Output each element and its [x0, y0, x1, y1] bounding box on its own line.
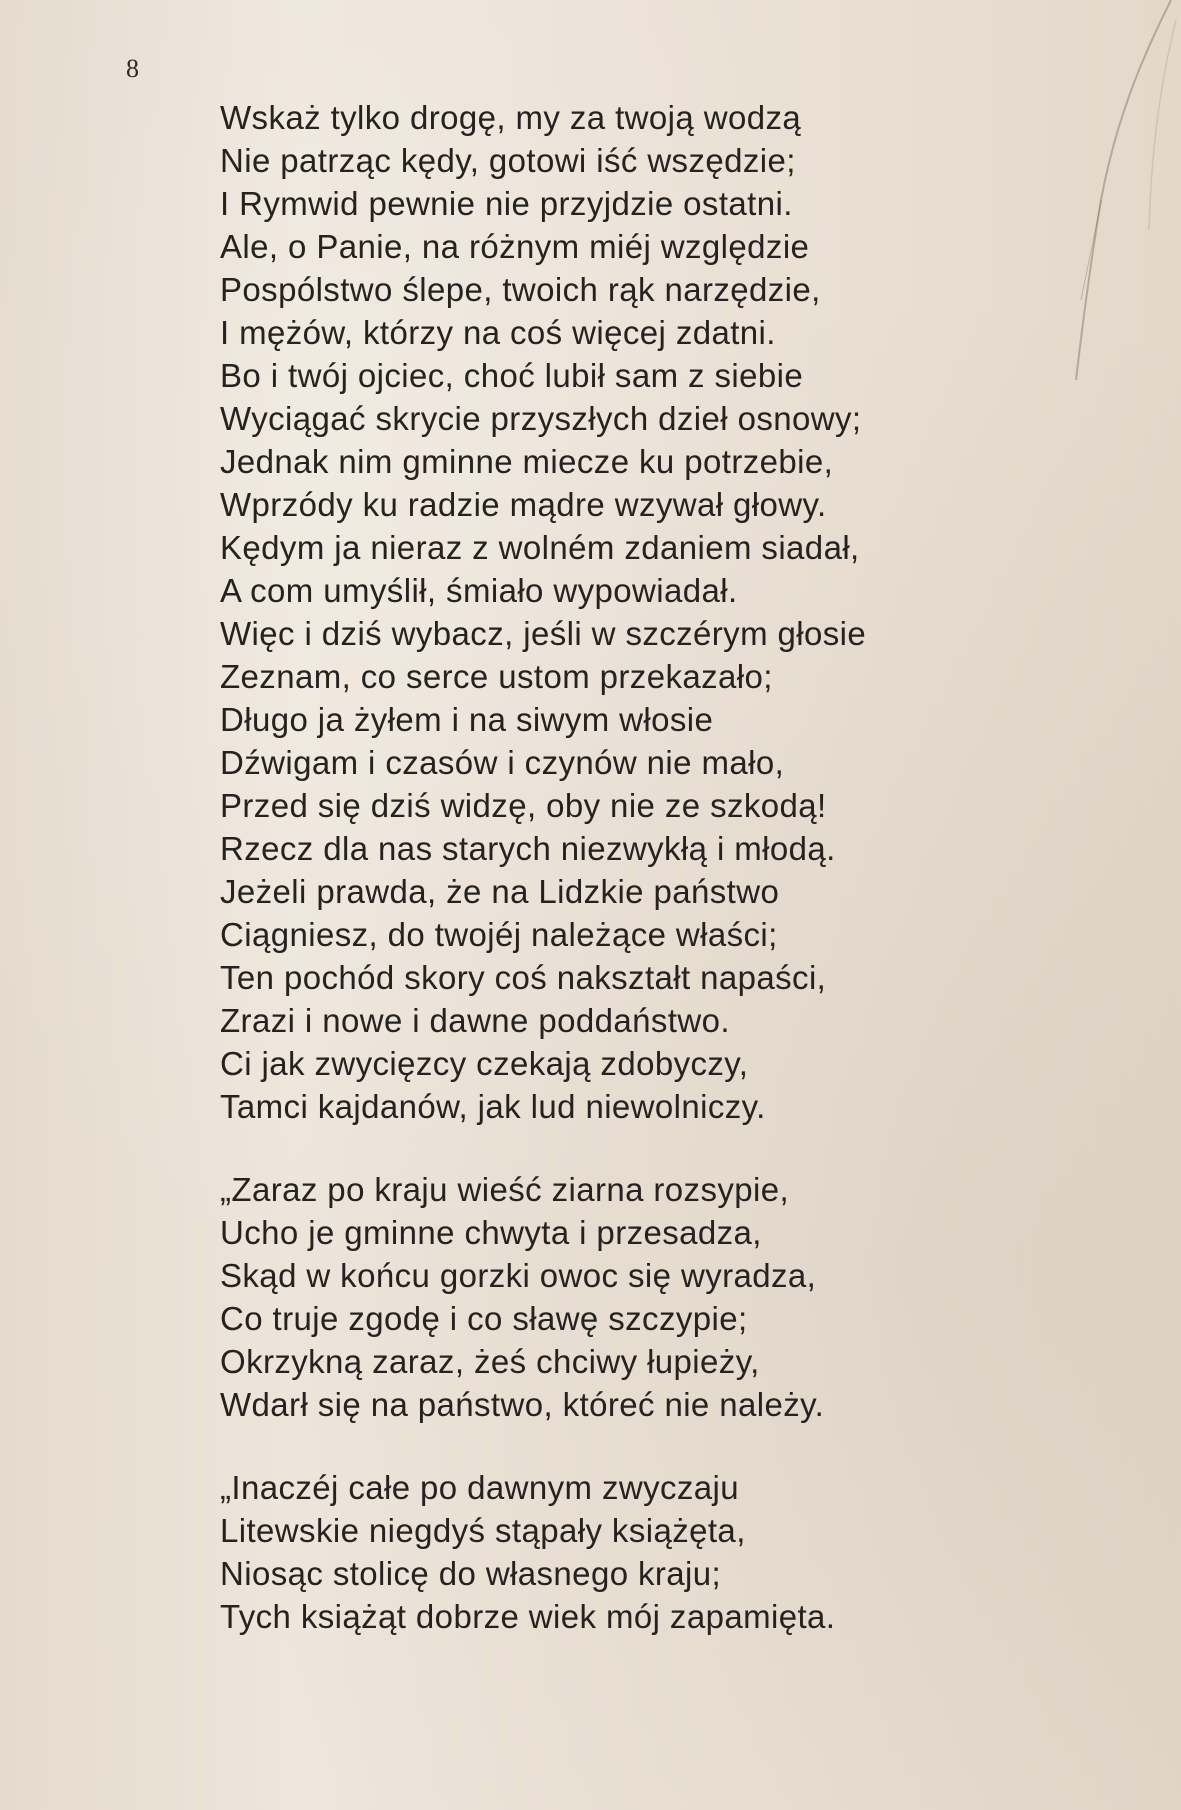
poem-line: Ucho je gminne chwyta i przesadza, — [220, 1214, 762, 1251]
poem-line: „Zaraz po kraju wieść ziarna rozsypie, — [220, 1171, 790, 1208]
poem-line: Wdarł się na państwo, któreć nie należy. — [220, 1386, 825, 1423]
poem-line: Zrazi i nowe i dawne poddaństwo. — [220, 1002, 730, 1039]
poem-line: Wyciągać skrycie przyszłych dzieł osnowy; — [220, 400, 862, 437]
poem-stanza — [220, 96, 1080, 1128]
poem-line: A com umyślił, śmiało wypowiadał. — [220, 572, 738, 609]
poem-line: Kędym ja nieraz z wolném zdaniem siadał, — [220, 529, 860, 566]
poem-line: Ale, o Panie, na różnym miéj względzie — [220, 228, 810, 265]
poem-line: Tych książąt dobrze wiek mój zapamięta. — [220, 1598, 836, 1635]
poem-line: I mężów, którzy na coś więcej zdatni. — [220, 314, 776, 351]
poem-line: Ciągniesz, do twojéj należące właści; — [220, 916, 778, 953]
poem-line: Jednak nim gminne miecze ku potrzebie, — [220, 443, 834, 480]
poem-line: Jeżeli prawda, że na Lidzkie państwo — [220, 873, 780, 910]
poem-line: Dźwigam i czasów i czynów nie mało, — [220, 744, 785, 781]
poem-line: Bo i twój ojciec, choć lubił sam z siebie — [220, 357, 804, 394]
poem-line: Co truje zgodę i co sławę szczypie; — [220, 1300, 748, 1337]
poem-line: Wprzódy ku radzie mądre wzywał głowy. — [220, 486, 827, 523]
poem-line: Pospólstwo ślepe, twoich rąk narzędzie, — [220, 271, 821, 308]
poem-line: Rzecz dla nas starych niezwykłą i młodą. — [220, 830, 836, 867]
poem-text — [220, 96, 1080, 1638]
poem-line: Litewskie niegdyś stąpały książęta, — [220, 1512, 746, 1549]
poem-line: Więc i dziś wybacz, jeśli w szczérym głosie — [220, 615, 867, 652]
page-number: 8 — [126, 54, 139, 83]
poem-stanza — [220, 1466, 1080, 1638]
poem-stanza — [220, 1168, 1080, 1426]
poem-line: Niosąc stolicę do własnego kraju; — [220, 1555, 722, 1592]
poem-line: Przed się dziś widzę, oby nie ze szkodą! — [220, 787, 827, 824]
poem-line: Nie patrząc kędy, gotowi iść wszędzie; — [220, 142, 796, 179]
poem-line: Wskaż tylko drogę, my za twoją wodzą — [220, 99, 802, 136]
poem-line: Tamci kajdanów, jak lud niewolniczy. — [220, 1088, 766, 1125]
poem-line: Zeznam, co serce ustom przekazało; — [220, 658, 773, 695]
poem-line: I Rymwid pewnie nie przyjdzie ostatni. — [220, 185, 793, 222]
poem-line: Długo ja żyłem i na siwym włosie — [220, 701, 714, 738]
poem-line: Skąd w końcu gorzki owoc się wyradza, — [220, 1257, 817, 1294]
poem-line: Ci jak zwycięzcy czekają zdobyczy, — [220, 1045, 749, 1082]
poem-line: Okrzykną zaraz, żeś chciwy łupieży, — [220, 1343, 760, 1380]
poem-line: Ten pochód skory coś nakształt napaści, — [220, 959, 827, 996]
poem-line: „Inaczéj całe po dawnym zwyczaju — [220, 1469, 740, 1506]
